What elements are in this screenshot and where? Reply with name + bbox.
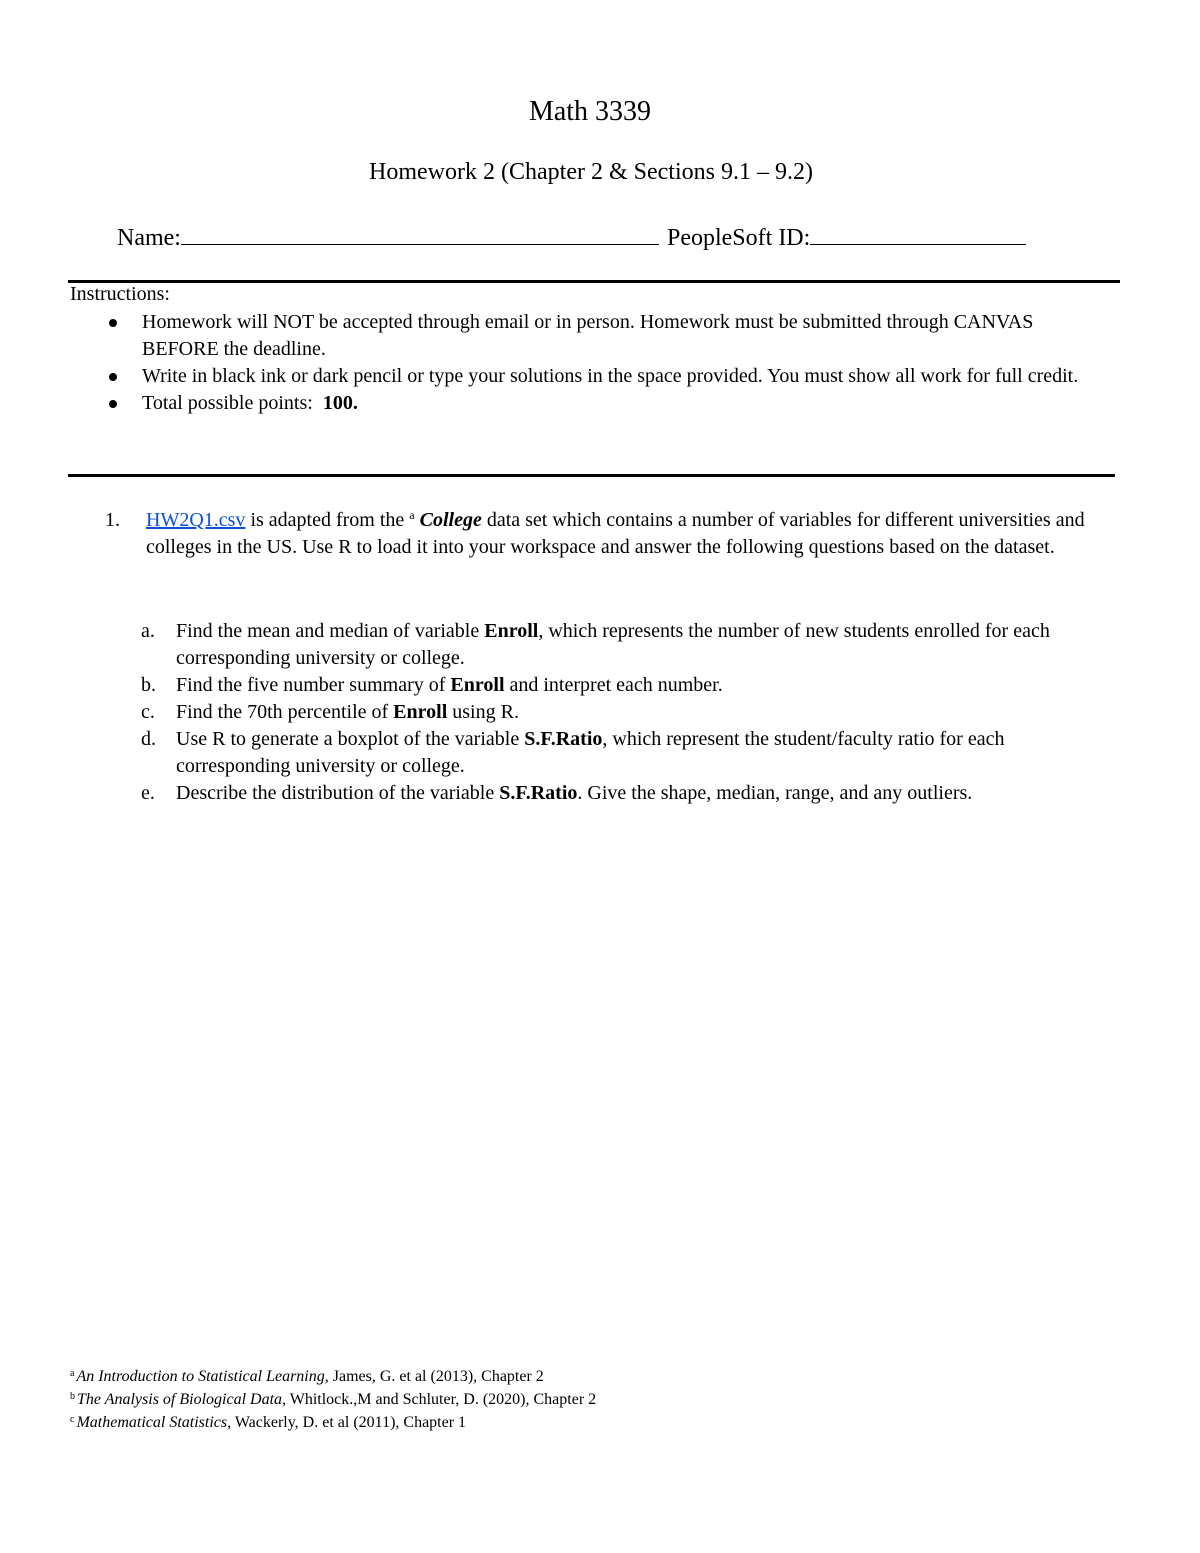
name-blank-line[interactable] (181, 222, 659, 245)
bullet-icon (109, 400, 117, 408)
instruction-item: Write in black ink or dark pencil or type your solutions in the space provided. You must show all work for full credit. (105, 363, 1115, 390)
id-label: PeopleSoft ID: (666, 225, 811, 251)
instructions-list (105, 309, 1115, 417)
instruction-item: Homework will NOT be accepted through email or in person. Homework must be submitted through CANVAS BEFORE the deadline. (105, 309, 1115, 363)
name-id-row (117, 222, 1026, 253)
question-number: 1. (105, 509, 120, 531)
part-letter: d. (141, 728, 156, 750)
page-subtitle: Homework 2 (Chapter 2 & Sections 9.1 – 9.2) (369, 159, 813, 185)
question-part: c. Find the 70th percentile of Enroll using R. (141, 699, 1121, 726)
question-part: a. Find the mean and median of variable Enroll, which represents the number of new students enrolled for each corresponding university or college. (141, 620, 1050, 669)
instruction-item: Total possible points: 100. (105, 390, 1115, 417)
dataset-link[interactable]: HW2Q1.csv (146, 509, 246, 531)
page-title: Math 3339 (528, 96, 652, 127)
name-label: Name: (117, 225, 181, 251)
question-parts (141, 618, 1121, 807)
footnote: $^a$ An Introduction to Statistical Learning, James, G. et al (2013), Chapter 2 (70, 1368, 544, 1385)
instructions-label: Instructions: (70, 283, 170, 305)
total-points-value: 100. (322, 392, 358, 414)
part-letter: c. (141, 701, 155, 723)
footnote: $^b$ The Analysis of Biological Data, Whitlock.,M and Schluter, D. (2020), Chapter 2 (70, 1391, 597, 1408)
bullet-icon (109, 373, 117, 381)
footnotes (70, 1365, 596, 1434)
id-blank-line[interactable] (810, 222, 1026, 245)
part-letter: a. (141, 620, 155, 642)
dataset-name: College (419, 509, 482, 531)
bullet-icon (109, 319, 117, 327)
question-text: HW2Q1.csv is adapted from the $^a$ College data set which contains a number of variables for different universities and colleges in the US. Use R to load it into your workspace and answer the following questions based on the dataset. (146, 508, 1085, 558)
question-1 (105, 507, 1115, 561)
question-part: e. Describe the distribution of the variable S.F.Ratio. Give the shape, median, range, and any outliers. (141, 780, 1121, 807)
bottom-divider (68, 474, 1115, 477)
part-letter: e. (141, 782, 155, 804)
footnote: $^c$ Mathematical Statistics, Wackerly, D. et al (2011), Chapter 1 (70, 1414, 467, 1431)
question-part: b. Find the five number summary of Enroll and interpret each number. (141, 672, 1121, 699)
top-divider (68, 280, 1120, 283)
part-letter: b. (141, 674, 156, 696)
question-part: d. Use R to generate a boxplot of the variable S.F.Ratio, which represent the student/faculty ratio for each corresponding university or college. (141, 728, 1005, 777)
footnote-mark: a (409, 508, 415, 522)
